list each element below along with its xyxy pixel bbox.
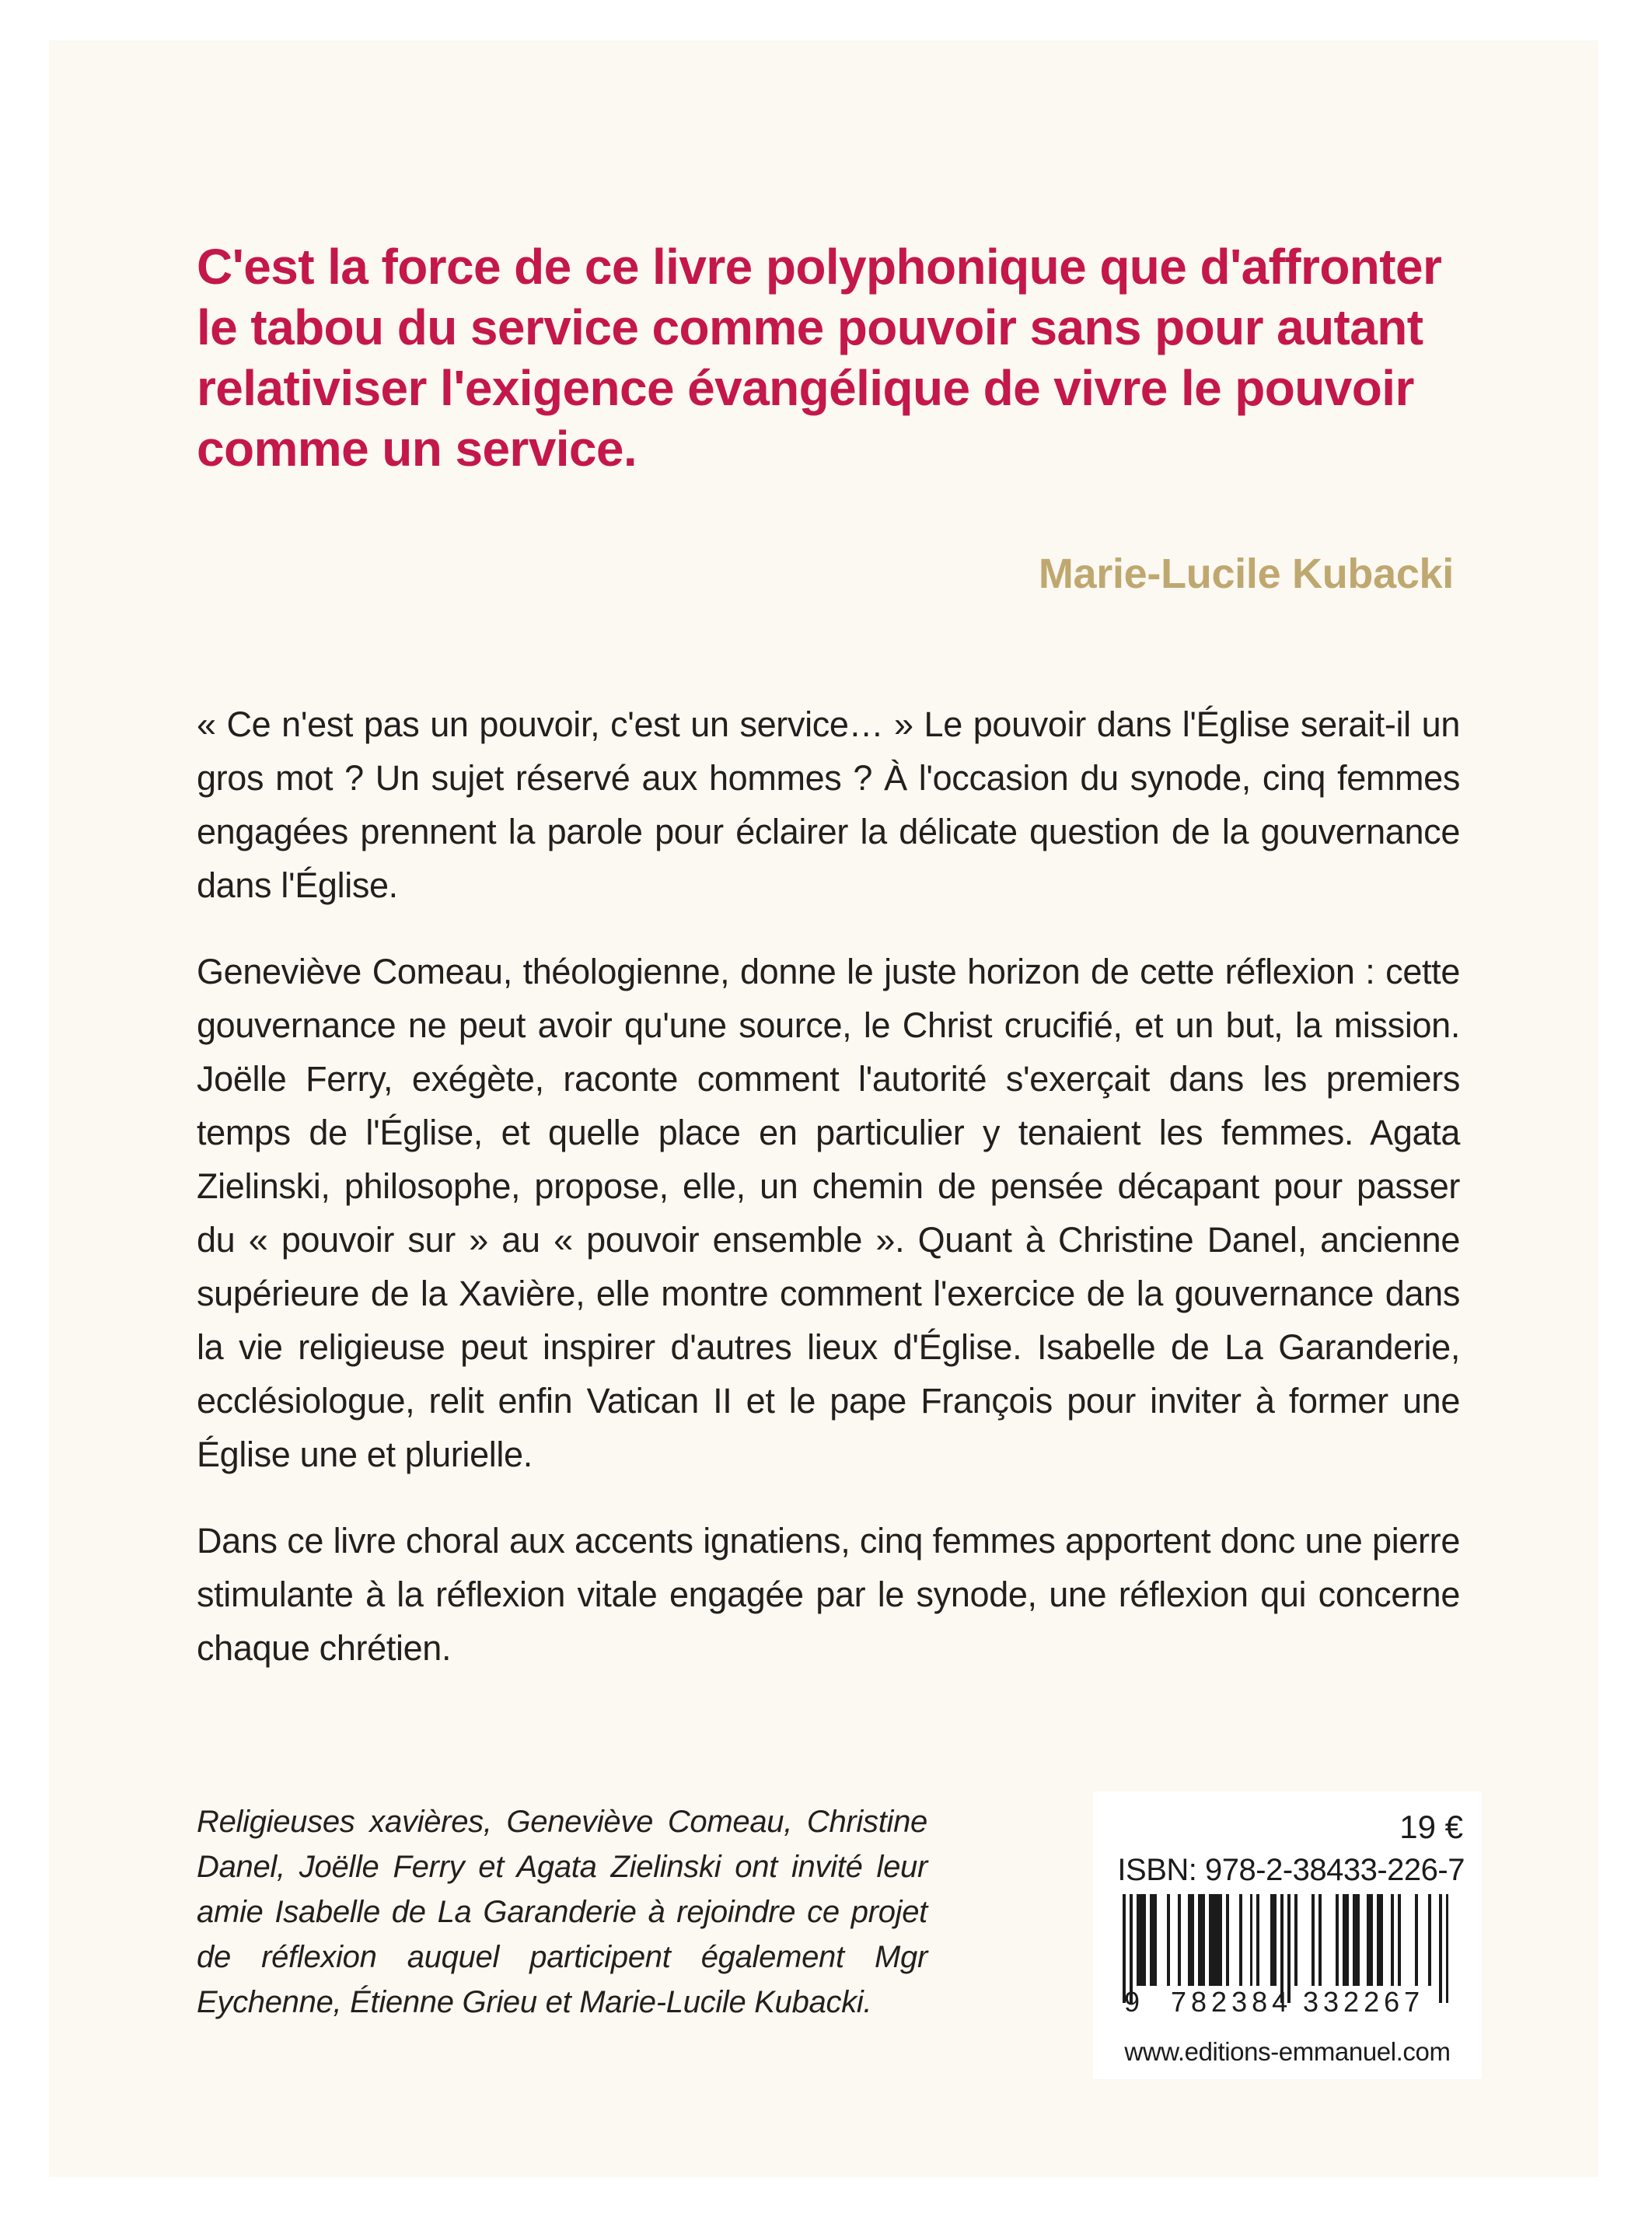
barcode-bars: [1123, 1894, 1449, 1986]
headline-quote: C'est la force de ce livre polyphonique que d'affronter le tabou du service comme pouvoir sans pour autant relativiser l'exigence évangélique de vivre le pouvoir comme un service.: [197, 239, 1442, 477]
blurb-paragraph-2: Geneviève Comeau, théologienne, donne le juste horizon de cette réflexion : cette gouvernance ne peut avoir qu'une source, le Christ crucifié, et un but, la mission. Joëlle Ferry, exégète, raconte comment l'autorité s'exerçait dans les premiers temps de l'Église, et quelle place en particulier y tenaient les femmes. Agata Zielinski, philosophe, propose, elle, un chemin de pensée décapant pour passer du « pouvoir sur » au « pouvoir ensemble ». Quant à Christine Danel, ancienne supérieure de la Xavière, elle montre comment l'exercice de la gouvernance dans la vie religieuse peut inspirer d'autres lieux d'Église. Isabelle de La Garanderie, ecclésiologue, relit enfin Vatican II et le pape François pour inviter à former une Église une et plurielle.: [197, 952, 1460, 1474]
cover-content: [197, 40, 1465, 2177]
barcode-digit-group-1: 9: [1124, 1986, 1141, 2018]
contributors-credits: Religieuses xavières, Geneviève Comeau, Christine Danel, Joëlle Ferry et Agata Zielinski ont invité leur amie Isabelle de La Garanderie à rejoindre ce projet de réflexion auquel participent également Mgr Eychenne, Étienne Grieu et Marie-Lucile Kubacki.: [197, 1805, 927, 2019]
blurb-body: [197, 697, 1460, 1675]
barcode-digit-group-2: 782384: [1171, 1986, 1293, 2018]
barcode-digits: [1123, 1986, 1449, 2019]
quote-attribution: Marie-Lucile Kubacki: [1038, 551, 1454, 597]
cover-footer: [197, 1743, 1469, 2070]
isbn-label: ISBN: 978-2-38433-226-7: [1117, 1853, 1465, 1887]
blurb-paragraph-1: « Ce n'est pas un pouvoir, c'est un service… » Le pouvoir dans l'Église serait-il un gros mot ? Un sujet réservé aux hommes ? À l'occasion du synode, cinq femmes engagées prennent la parole pour éclairer la délicate question de la gouvernance dans l'Église.: [197, 704, 1460, 905]
back-cover-page: [49, 40, 1598, 2177]
price-label: 19 €: [1399, 1809, 1463, 1845]
blurb-paragraph-3: Dans ce livre choral aux accents ignatiens, cinq femmes apportent donc une pierre stimulante à la réflexion vitale engagée par le synode, une réflexion qui concerne chaque chrétien.: [197, 1521, 1460, 1668]
barcode-panel: [1093, 1791, 1482, 2079]
publisher-website: www.editions-emmanuel.com: [1124, 2037, 1451, 2066]
barcode-digit-group-3: 332267: [1303, 1986, 1425, 2018]
ean13-barcode: [1123, 1894, 1449, 2019]
